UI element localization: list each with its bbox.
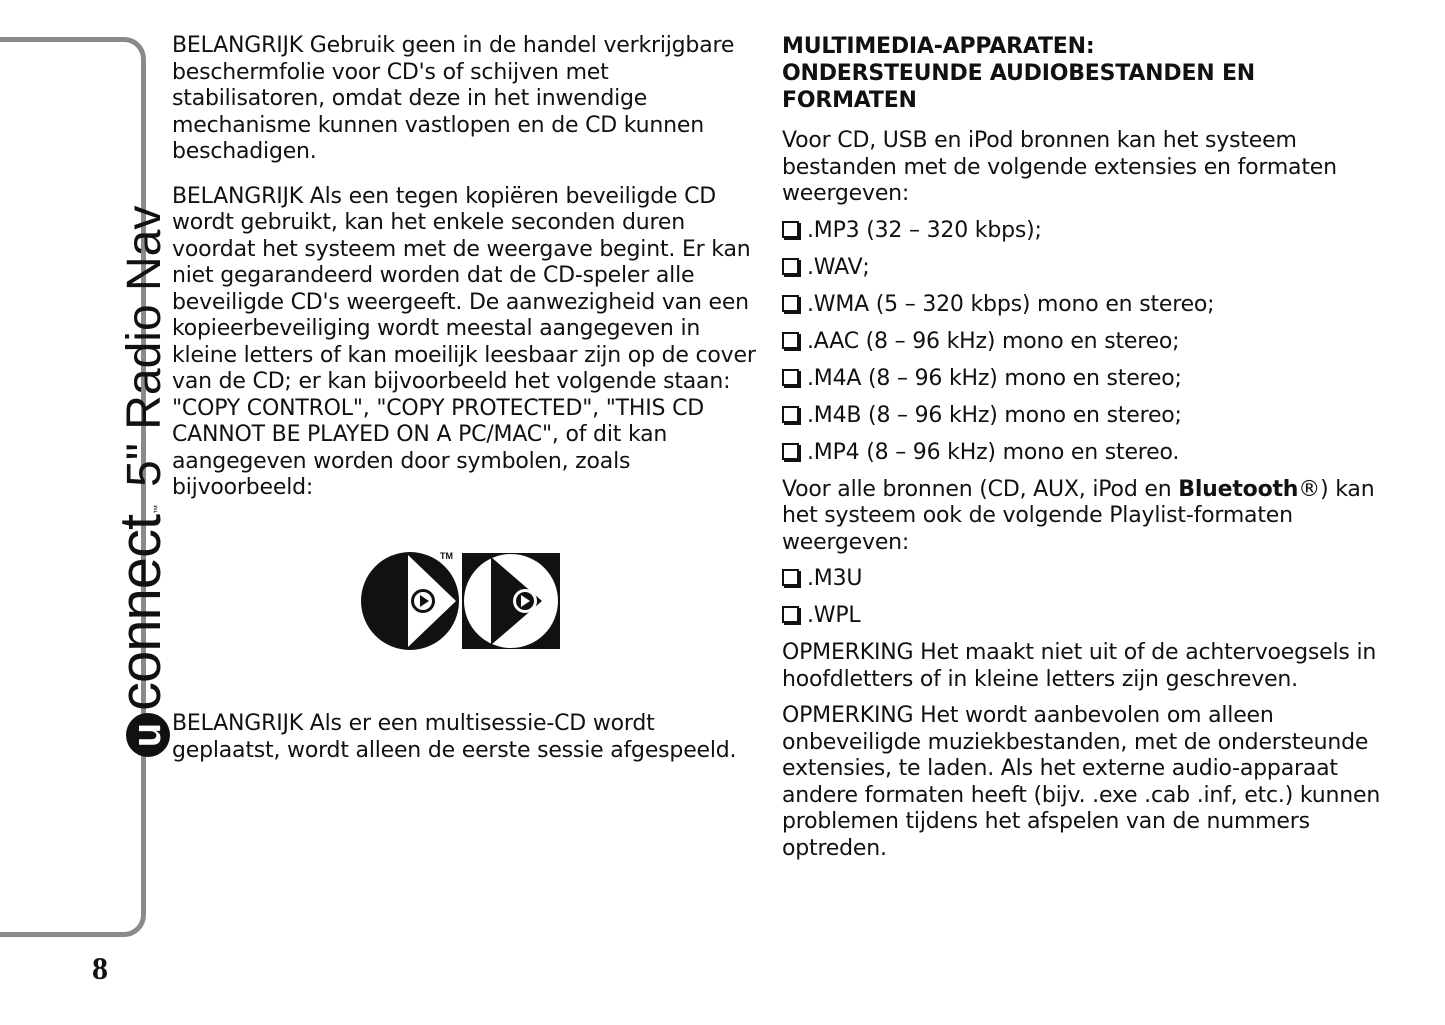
checkbox-bullet-icon (782, 606, 799, 623)
brand-name: connect (108, 514, 173, 711)
checkbox-bullet-icon (782, 443, 799, 460)
checkbox-bullet-icon (782, 569, 799, 586)
heading-line-1: MULTIMEDIA-APPARATEN: (782, 34, 1095, 59)
checkbox-bullet-icon (782, 295, 799, 312)
list-item: .M4B (8 – 96 kHz) mono en stereo; (782, 403, 1382, 429)
note-1: OPMERKING Het maakt niet uit of de achtervoegsels in hoofdletters of in kleine letters zijn geschreven. (782, 640, 1377, 692)
model-name: 5" Radio Nav (118, 205, 171, 487)
left-column-bottom (172, 711, 757, 782)
section-heading (782, 33, 1382, 114)
side-title (108, 205, 173, 757)
formats-list (782, 218, 1382, 466)
logo-tm-2: TM (546, 553, 559, 563)
list-item: .WMA (5 – 320 kbps) mono en stereo; (782, 292, 1382, 318)
logo-tm-1: TM (440, 551, 453, 561)
important-note-1: BELANGRIJK Gebruik geen in de handel verkrijgbare beschermfolie voor CD's of schijven met stabilisatoren, omdat deze in het inwendige mechanisme kunnen vastlopen en de CD kunnen beschadigen. (172, 33, 735, 164)
page-number: 8 (92, 950, 108, 986)
checkbox-bullet-icon (782, 369, 799, 386)
list-item: .MP3 (32 – 320 kbps); (782, 218, 1382, 244)
playlist-intro: Voor alle bronnen (CD, AUX, iPod en Bluetooth®) kan het systeem ook de volgende Playlist-formaten weergeven: (782, 476, 1375, 555)
checkbox-bullet-icon (782, 258, 799, 275)
bluetooth-label: Bluetooth (1178, 476, 1299, 502)
right-column (782, 33, 1382, 872)
important-note-3: BELANGRIJK Als er een multisessie-CD wordt geplaatst, wordt alleen de eerste sessie afgespeeld. (172, 711, 737, 763)
checkbox-bullet-icon (782, 221, 799, 238)
checkbox-bullet-icon (782, 406, 799, 423)
checkbox-bullet-icon (782, 332, 799, 349)
list-item: .WPL (782, 603, 1382, 629)
brand-trademark: ™ (152, 504, 162, 514)
list-item: .M3U (782, 566, 1382, 592)
formats-intro: Voor CD, USB en iPod bronnen kan het systeem bestanden met de volgende extensies en formaten weergeven: (782, 128, 1337, 206)
note-2: OPMERKING Het wordt aanbevolen om alleen onbeveiligde muziekbestanden, met de ondersteunde extensies, te laden. Als het externe audio-apparaat andere formaten heeft (bijv. .exe .cab .inf, etc.) kunnen problemen tijdens het afspelen van de nummers optreden. (782, 703, 1381, 861)
left-column (172, 33, 757, 520)
copy-control-logo-icon (360, 551, 560, 651)
heading-line-2: ONDERSTEUNDE AUDIOBESTANDEN EN (782, 61, 1255, 86)
list-item: .MP4 (8 – 96 kHz) mono en stereo. (782, 440, 1382, 466)
list-item: .AAC (8 – 96 kHz) mono en stereo; (782, 329, 1382, 355)
uconnect-logo-icon: u (126, 713, 170, 757)
important-note-2: BELANGRIJK Als een tegen kopiëren beveiligde CD wordt gebruikt, kan het enkele seconden duren voordat het systeem met de weergave begint. Er kan niet gegarandeerd worden dat de CD-speler alle beveiligde CD's weergeeft. De aanwezigheid van een kopieerbeveiliging wordt meestal aangegeven in kleine letters of kan moeilijk leesbaar zijn op de cover van de CD; er kan bijvoorbeeld het volgende staan: "COPY CONTROL", "COPY PROTECTED", "THIS CD CANNOT BE PLAYED ON A PC/MAC", of dit kan aangegeven worden door symbolen, zoals bijvoorbeeld: (172, 183, 756, 500)
list-item: .WAV; (782, 255, 1382, 281)
list-item: .M4A (8 – 96 kHz) mono en stereo; (782, 366, 1382, 392)
heading-line-3: FORMATEN (782, 88, 917, 113)
playlist-list (782, 566, 1382, 629)
